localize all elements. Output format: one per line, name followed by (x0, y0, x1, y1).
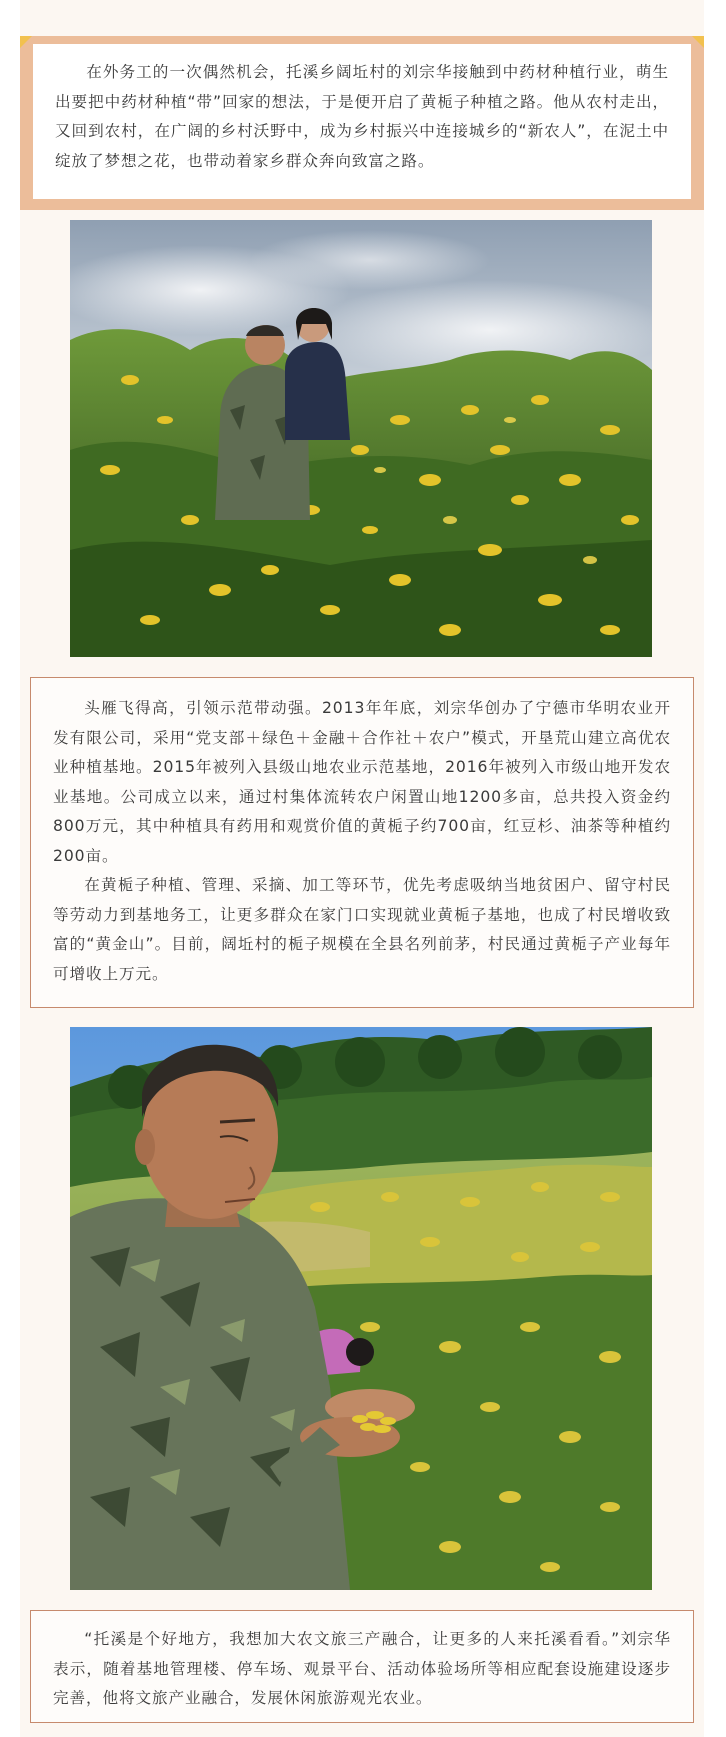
photo-farmer-holding-gardenia (70, 1027, 652, 1590)
intro-corner-left-decoration (20, 36, 32, 48)
body-paragraph-1: 头雁飞得高，引领示范带动强。2013年年底，刘宗华创办了宁德市华明农业开发有限公司，采用“党支部＋绿色＋金融＋合作社＋农户”模式，开垦荒山建立高优农业种植基地。2015年被列入县级山地农业示范基地，2016年被列入市级山地开发农业基地。公司成立以来，通过村集体流转农户闲置山地1200多亩，总共投入资金约800万元，其中种植具有药用和观赏价值的黄栀子约700亩，红豆杉、油茶等种植约200亩。 (53, 699, 671, 865)
photo-gardenia-field (70, 220, 652, 657)
intro-paragraph: 在外务工的一次偶然机会，托溪乡阔坵村的刘宗华接触到中药材种植行业，萌生出要把中药材种植“带”回家的想法，于是便开启了黄栀子种植之路。他从农村走出，又回到农村，在广阔的乡村沃野中，成为乡村振兴中连接城乡的“新农人”，在泥土中绽放了梦想之花，也带动着家乡群众奔向致富之路。 (55, 63, 669, 170)
intro-text-box (33, 44, 691, 199)
closing-text-box (30, 1610, 694, 1723)
closing-paragraph: “托溪是个好地方，我想加大农文旅三产融合，让更多的人来托溪看看。”刘宗华表示，随着基地管理楼、停车场、观景平台、活动体验场所等相应配套设施建设逐步完善，他将文旅产业融合，发展休闲旅游观光农业。 (53, 1630, 671, 1707)
body-text-box (30, 677, 694, 1008)
body-paragraph-2: 在黄栀子种植、管理、采摘、加工等环节，优先考虑吸纳当地贫困户、留守村民等劳动力到基地务工，让更多群众在家门口实现就业黄栀子基地，也成了村民增收致富的“黄金山”。目前，阔坵村的栀子规模在全县名列前茅，村民通过黄栀子产业每年可增收上万元。 (53, 876, 671, 983)
intro-corner-right-decoration (692, 36, 704, 48)
